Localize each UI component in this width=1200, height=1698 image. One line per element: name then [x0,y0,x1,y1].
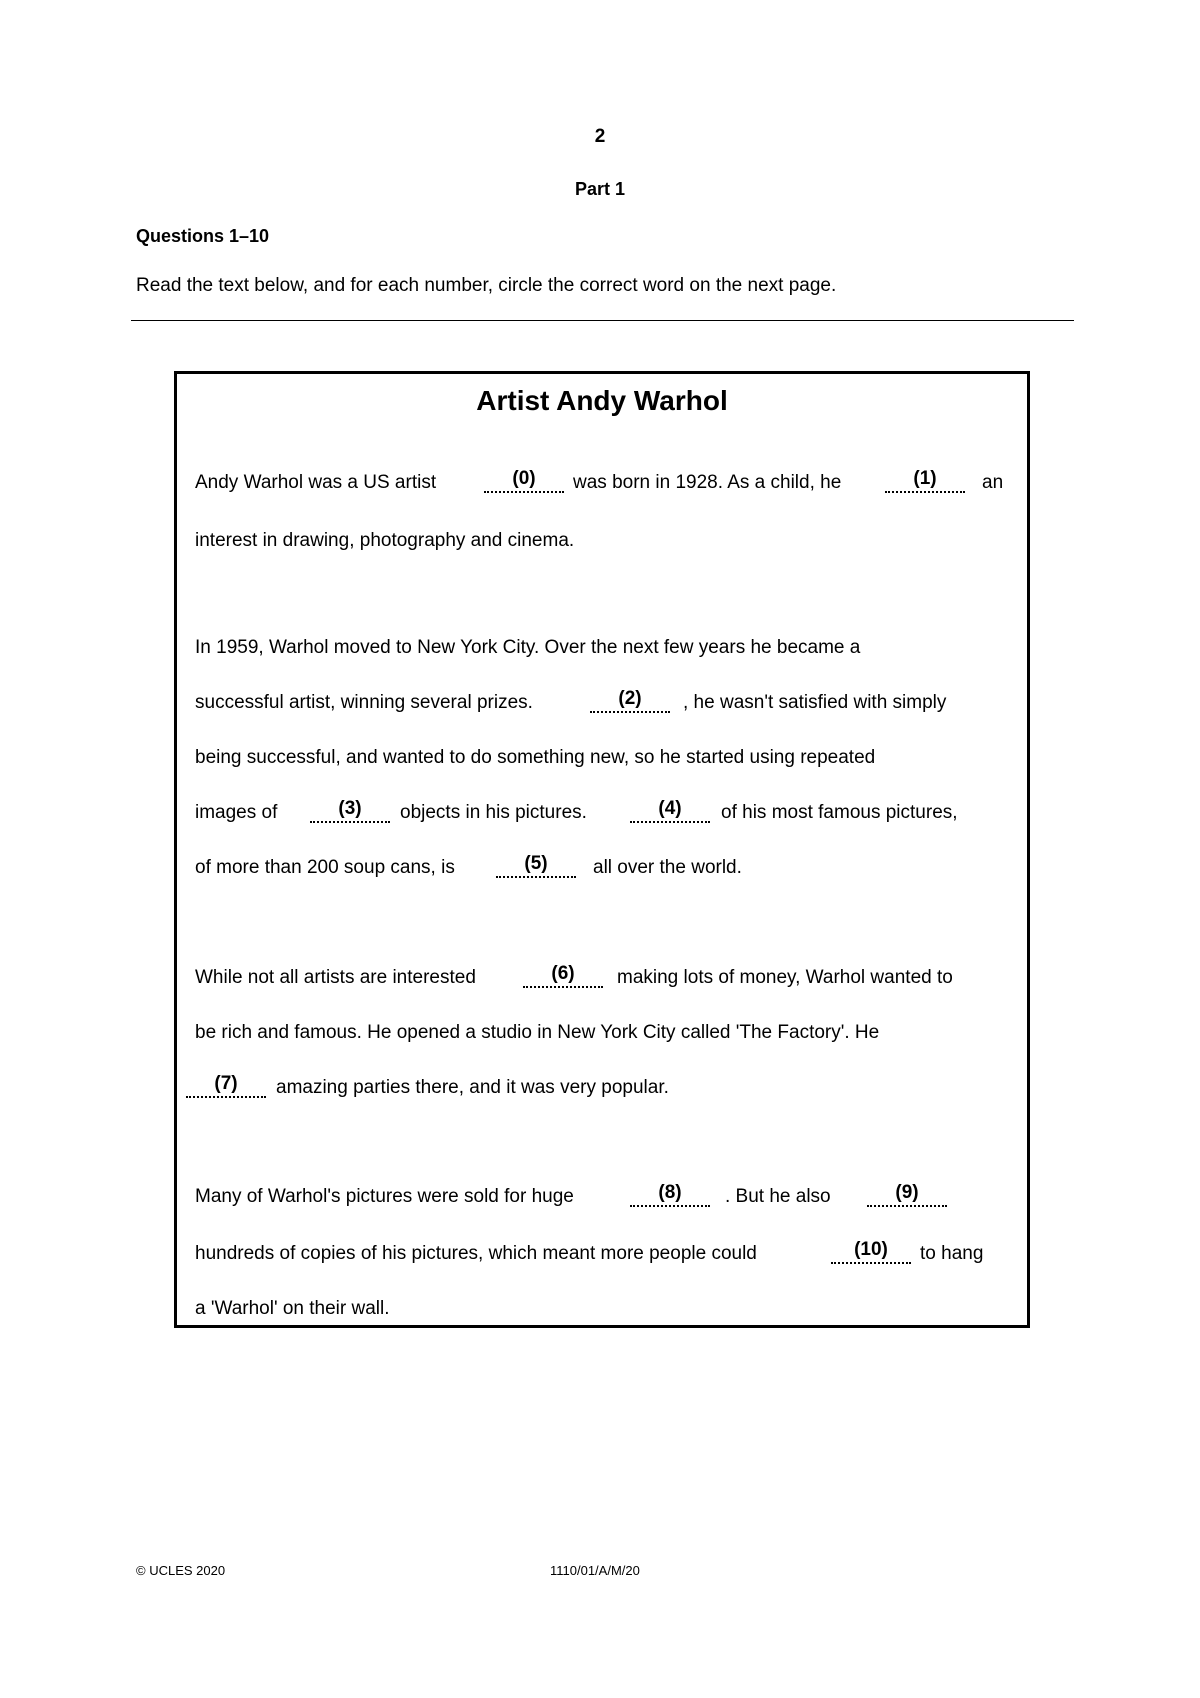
passage-text: . But he also [725,1186,831,1207]
passage-text: of more than 200 soup cans, is [195,857,455,878]
passage-text: Many of Warhol's pictures were sold for huge [195,1186,574,1207]
gap-3[interactable]: (3) [310,797,390,823]
gap-10[interactable]: (10) [831,1238,911,1264]
passage-text: all over the world. [593,857,742,878]
copyright-footer: © UCLES 2020 [136,1563,226,1578]
passage-text: was born in 1928. As a child, he [573,472,842,493]
passage-text: interest in drawing, photography and cinema. [195,530,575,551]
passage-text: a 'Warhol' on their wall. [195,1298,390,1319]
gap-5[interactable]: (5) [496,852,576,878]
instruction-text: Read the text below, and for each number, circle the correct word on the next page. [136,275,837,296]
gap-0[interactable]: (0) [484,467,564,493]
passage-text: to hang [920,1243,984,1264]
gap-6[interactable]: (6) [523,962,603,988]
gap-8[interactable]: (8) [630,1181,710,1207]
passage-text: In 1959, Warhol moved to New York City. Over the next few years he became a [195,637,861,658]
passage-text: Andy Warhol was a US artist [195,472,437,493]
passage-text: , he wasn't satisfied with simply [683,692,947,713]
gap-9[interactable]: (9) [867,1181,947,1207]
gap-2[interactable]: (2) [590,687,670,713]
passage-text: an [982,472,1004,493]
page-number: 2 [594,126,606,147]
passage-text: of his most famous pictures, [721,802,958,823]
passage-text: images of [195,802,278,823]
document-code-footer: 1110/01/A/M/20 [550,1563,640,1578]
passage-text: making lots of money, Warhol wanted to [617,967,953,988]
passage-title: Artist Andy Warhol [476,385,728,416]
gap-7[interactable]: (7) [186,1072,266,1098]
passage-text: objects in his pictures. [400,802,587,823]
passage-text: successful artist, winning several prizes. [195,692,533,713]
passage-text: amazing parties there, and it was very popular. [276,1077,669,1098]
questions-heading: Questions 1–10 [136,226,270,246]
passage-text: hundreds of copies of his pictures, which meant more people could [195,1243,757,1264]
gap-4[interactable]: (4) [630,797,710,823]
passage-text: While not all artists are interested [195,967,476,988]
horizontal-divider [131,320,1074,321]
passage-text: being successful, and wanted to do something new, so he started using repeated [195,747,876,768]
gap-1[interactable]: (1) [885,467,965,493]
part-title: Part 1 [574,179,626,199]
passage-text: be rich and famous. He opened a studio in New York City called 'The Factory'. He [195,1022,880,1043]
